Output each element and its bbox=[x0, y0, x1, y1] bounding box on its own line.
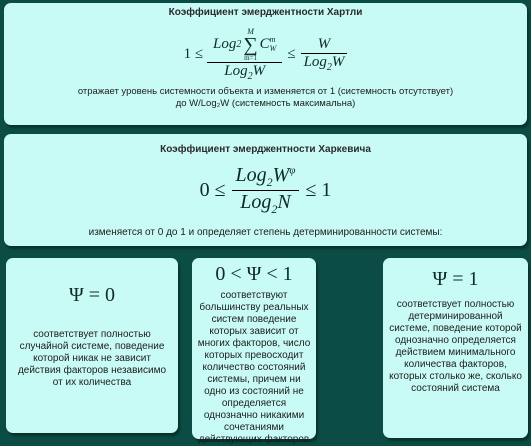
hartley-desc-line1: отражает уровень системности объекта и изменяется от 1 (системность отсутствует) bbox=[77, 86, 454, 97]
kharkevich-box bbox=[4, 134, 527, 246]
psi-zero-text: соответствует полностью случайной системе, поведение которой никак не зависит действия факторов независимо от их количества bbox=[17, 329, 167, 388]
hartley-main-fraction: Log 2 M ∑ m=1 C m W Log$_2$W bbox=[207, 27, 282, 82]
hartley-rhs-fraction: $\frac{W}{Log_2W}$ bbox=[301, 36, 348, 73]
sum-symbol: M ∑ m=1 bbox=[243, 26, 258, 62]
hartley-formula: 1 ≤ Log 2 M ∑ m=1 C m W Log$_2$W ≤ $\frac{W}{Log_2W}$ bbox=[4, 22, 527, 86]
psi-mid-box bbox=[192, 258, 316, 445]
kharkevich-desc: изменяется от 0 до 1 и определяет степень детерминированности системы: bbox=[88, 227, 443, 238]
hartley-title: Коэффициент эмерджентности Хартли bbox=[168, 7, 363, 18]
psi-one-formula: Ψ = 1 bbox=[432, 268, 479, 290]
hartley-lead: 1 ≤ bbox=[183, 45, 204, 62]
psi-mid-formula: 0 < Ψ < 1 bbox=[215, 263, 293, 285]
kharkevich-formula: 0 ≤ $\frac{Log_2W^\varphi}{Log_2N}$ ≤ 1 bbox=[199, 163, 332, 216]
psi-one-box bbox=[383, 258, 528, 438]
psi-one-text: соответствует полностью детерминированной системе, поведение которой однозначно определяется действием минимального количества факторов, которых столько же, сколько состояний система bbox=[389, 299, 522, 394]
kharkevich-title: Коэффициент эмерджентности Харкевича bbox=[160, 144, 371, 155]
hartley-desc-line2: до W/Log₂W (системность максимальна) bbox=[175, 98, 356, 109]
hartley-box bbox=[4, 3, 527, 125]
kharkevich-fraction: $\frac{Log_2W^\varphi}{Log_2N}$ bbox=[232, 164, 300, 217]
psi-mid-text: соответствуют большинству реальных систем поведение которых зависит от многих факторов, число которых превосходит количество состояний системы, причем ни одно из состояний не определяется однозначно никакими сочетаниями действующих факторов bbox=[197, 290, 311, 445]
psi-zero-box bbox=[6, 258, 178, 433]
psi-zero-formula: Ψ = 0 bbox=[68, 284, 116, 306]
